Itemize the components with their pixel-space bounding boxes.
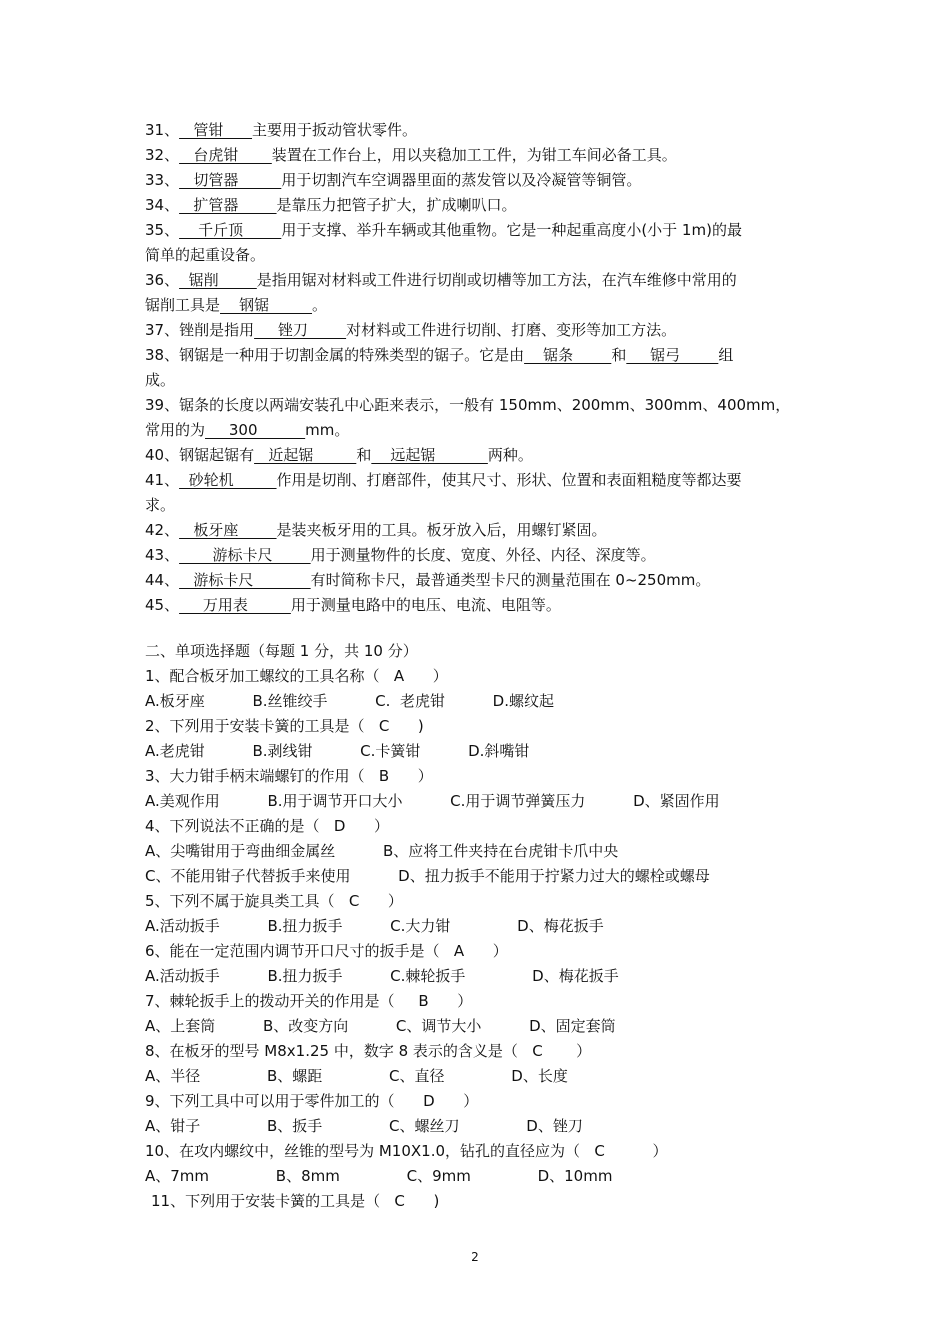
choice-line: 5、下列不属于旋具类工具（ C ） [145,892,403,910]
question-text: 组 [718,346,734,364]
question-text: 是装夹板牙用的工具。板牙放入后，用螺钉紧固。 [276,521,607,539]
answer-blank: 近起锯 [254,446,357,464]
answer-blank: 游标卡尺 [179,546,311,564]
answer-blank: 管钳 [179,121,253,139]
answer-blank: 扩管器 [179,196,277,214]
question-text: 45、 [145,596,180,614]
question-text: 38、钢锯是一种用于切割金属的特殊类型的锯子。它是由 [145,346,525,364]
choice-line: 10、在攻内螺纹中，丝锥的型号为 M10X1.0，钻孔的直径应为（ C ） [145,1142,668,1160]
choice-line: 2、下列用于安装卡簧的工具是（ C ) [145,717,424,735]
fill-blank-line [145,470,742,490]
question-text: 42、 [145,521,180,539]
choice-line: A、上套筒 B、改变方向 C、调节大小 D、固定套筒 [145,1017,616,1035]
fill-blank-line [145,170,641,190]
question-text: 44、 [145,571,180,589]
question-text: 锯削工具是 [145,296,221,314]
answer-blank: 千斤顶 [179,221,282,239]
question-text: 。 [312,296,328,314]
choice-line: 4、下列说法不正确的是（ D ） [145,817,390,835]
choice-line: A.老虎钳 B.剥线钳 C.卡簧钳 D.斜嘴钳 [145,742,530,760]
question-text: 有时简称卡尺，最普通类型卡尺的测量范围在 0~250mm。 [310,571,711,589]
question-text: 43、 [145,546,180,564]
question-text: 37、锉削是指用 [145,321,255,339]
choice-line: C、不能用钳子代替扳手来使用 D、扭力扳手不能用于拧紧力过大的螺栓或螺母 [145,867,710,885]
fill-blank-line [145,570,710,590]
question-text: 39、锯条的长度以两端安装孔中心距来表示，一般有 150mm、200mm、300mm、400mm， [145,396,791,414]
answer-blank: 锯条 [524,346,612,364]
choice-line: 8、在板牙的型号 M8x1.25 中，数字 8 表示的含义是（ C ） [145,1042,592,1060]
question-text: 31、 [145,121,180,139]
question-text: 用于测量电路中的电压、电流、电阻等。 [290,596,561,614]
fill-blank-line [145,395,790,415]
question-text: 和 [356,446,372,464]
answer-blank: 300 [205,421,306,439]
question-text: 34、 [145,196,180,214]
page-number: 2 [471,1250,479,1264]
answer-blank: 锯削 [179,271,257,289]
answer-blank: 砂轮机 [179,471,277,489]
question-text: 36、 [145,271,180,289]
question-text: 32、 [145,146,180,164]
choice-line: 3、大力钳手柄末端螺钉的作用（ B ） [145,767,433,785]
question-text: 和 [611,346,627,364]
answer-blank: 锉刀 [254,321,347,339]
question-text: 装置在工作台上，用以夹稳加工工件，为钳工车间必备工具。 [271,146,677,164]
choice-line: 7、棘轮扳手上的拨动开关的作用是（ B ） [145,992,473,1010]
question-text: 两种。 [487,446,533,464]
answer-blank: 锯弓 [626,346,719,364]
question-text: 成。 [145,371,176,389]
question-text: 是指用锯对材料或工件进行切削或切槽等加工方法，在汽车维修中常用的 [256,271,737,289]
question-text: 35、 [145,221,180,239]
question-text: 33、 [145,171,180,189]
answer-blank: 远起锯 [371,446,488,464]
choice-line: A、半径 B、螺距 C、直径 D、长度 [145,1067,568,1085]
question-text: 用于测量物件的长度、宽度、外径、内径、深度等。 [310,546,656,564]
fill-blank-line [145,245,265,265]
answer-blank: 板牙座 [179,521,277,539]
choice-line: 6、能在一定范围内调节开口尺寸的扳手是（ A ） [145,942,508,960]
choice-line: A、钳子 B、扳手 C、螺丝刀 D、锉刀 [145,1117,583,1135]
question-text: 简单的起重设备。 [145,246,266,264]
fill-blank-line [145,195,517,215]
choice-line: 1、配合板牙加工螺纹的工具名称（ A ） [145,667,448,685]
choice-line: A.板牙座 B.丝锥绞手 C. 老虎钳 D.螺纹起 [145,692,554,710]
fill-blank-line [145,320,676,340]
answer-blank: 切管器 [179,171,282,189]
fill-blank-line [145,520,607,540]
question-text: 是靠压力把管子扩大，扩成喇叭口。 [276,196,517,214]
answer-blank: 钢锯 [220,296,313,314]
question-text: 求。 [145,496,176,514]
question-text: 用于切割汽车空调器里面的蒸发管以及冷凝管等铜管。 [281,171,642,189]
fill-blank-line [145,420,349,440]
answer-blank: 万用表 [179,596,291,614]
question-text: 常用的为 [145,421,206,439]
question-text: 用于支撑、举升车辆或其他重物。它是一种起重高度小(小于 1m)的最 [281,221,742,239]
fill-blank-line [145,445,533,465]
fill-blank-line [145,545,656,565]
choice-line: A、尖嘴钳用于弯曲细金属丝 B、应将工件夹持在台虎钳卡爪中央 [145,842,619,860]
fill-blank-line [145,145,677,165]
fill-blank-line [145,495,175,515]
fill-blank-line [145,270,737,290]
question-text: 作用是切削、打磨部件，使其尺寸、形状、位置和表面粗糙度等都达要 [276,471,742,489]
question-text: 40、钢锯起锯有 [145,446,255,464]
choice-line: 11、下列用于安装卡簧的工具是（ C ) [151,1192,440,1210]
fill-blank-line [145,220,742,240]
choice-line: 9、下列工具中可以用于零件加工的（ D ） [145,1092,479,1110]
answer-blank: 台虎钳 [179,146,272,164]
choice-line: A.活动扳手 B.扭力扳手 C.大力钳 D、梅花扳手 [145,917,604,935]
choice-line: A、7mm B、8mm C、9mm D、10mm [145,1167,613,1185]
section-heading: 二、单项选择题（每题 1 分，共 10 分） [145,642,418,660]
question-text: 41、 [145,471,180,489]
fill-blank-line [145,370,175,390]
fill-blank-line [145,295,327,315]
fill-blank-line [145,120,417,140]
fill-blank-line [145,595,561,615]
question-text: 主要用于扳动管状零件。 [252,121,418,139]
answer-blank: 游标卡尺 [179,571,311,589]
fill-blank-line [145,345,733,365]
question-text: mm。 [305,421,350,439]
choice-line: A.美观作用 B.用于调节开口大小 C.用于调节弹簧压力 D、紧固作用 [145,792,720,810]
question-text: 对材料或工件进行切削、打磨、变形等加工方法。 [346,321,677,339]
choice-line: A.活动扳手 B.扭力扳手 C.棘轮扳手 D、梅花扳手 [145,967,619,985]
